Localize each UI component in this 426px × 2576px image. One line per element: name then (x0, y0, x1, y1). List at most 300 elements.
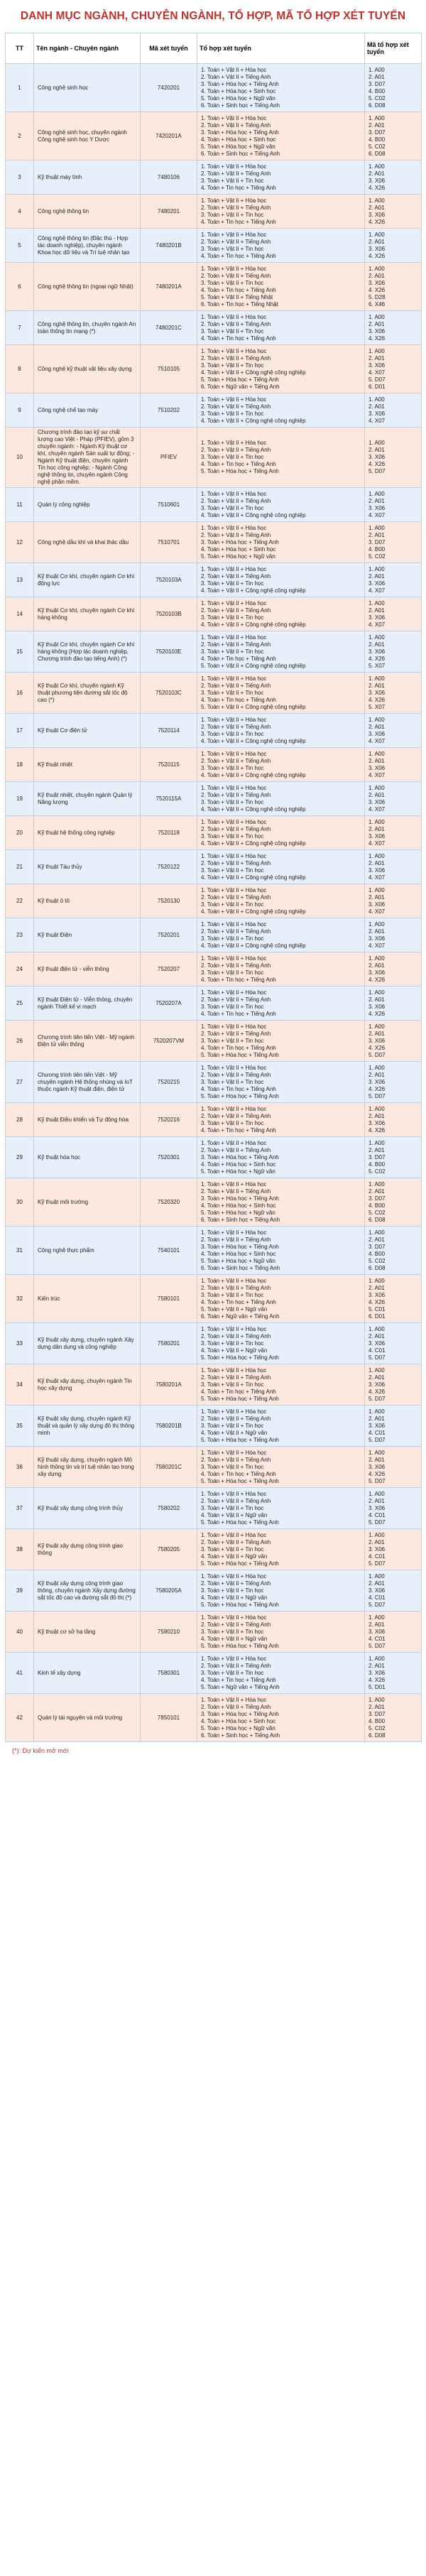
combination-code-line: 1. A00 (368, 313, 385, 320)
combination-line: 4. Toán + Vật lí + Ngữ văn (201, 1347, 268, 1354)
combination-code-line: 1. A00 (368, 1229, 385, 1236)
program-name: Kiến trúc (34, 1275, 141, 1323)
combination-line: 1. Toán + Vật lí + Hóa học (201, 634, 267, 641)
program-code: 7580210 (141, 1612, 197, 1653)
combination-code-line: 4. X07 (368, 908, 386, 915)
combination-code-line: 3. X06 (368, 1003, 386, 1010)
table-row (6, 1137, 422, 1178)
program-name: Kỹ thuật Cơ khí, chuyên ngành Cơ khí động lực (34, 563, 141, 597)
combination-line: 6. Toán + Sinh học + Tiếng Anh (201, 1264, 280, 1271)
combination-line: 2. Toán + Vật lí + Tiếng Anh (201, 1538, 271, 1545)
combination-line: 2. Toán + Vật lí + Tiếng Anh (201, 757, 271, 764)
combination-codes (365, 522, 422, 563)
combination-code-line: 6. D01 (368, 383, 386, 390)
combination-line: 2. Toán + Vật lí + Tiếng Anh (201, 1071, 271, 1078)
admissions-table (5, 33, 422, 1742)
combination-line: 1. Toán + Vật lí + Hóa học (201, 716, 267, 723)
combination-code-line: 2. A01 (368, 170, 385, 177)
subject-combinations (197, 263, 365, 311)
combination-line: 3. Toán + Hóa học + Tiếng Anh (201, 538, 279, 545)
row-number: 6 (6, 263, 34, 311)
program-code: 7580205 (141, 1529, 197, 1570)
table-row (6, 161, 422, 195)
table-row (6, 850, 422, 884)
combination-codes (365, 161, 422, 195)
combination-line: 1. Toán + Vật lí + Hóa học (201, 852, 267, 859)
program-code: 7480201 (141, 195, 197, 229)
combination-codes (365, 229, 422, 263)
combination-code-line: 3. X06 (368, 1291, 386, 1298)
table-row (6, 1529, 422, 1570)
combination-code-line: 2. A01 (368, 1662, 385, 1669)
subject-combinations (197, 345, 365, 393)
combination-line: 4. Toán + Vật lí + Ngữ văn (201, 1594, 268, 1601)
combination-code-line: 1. A00 (368, 852, 385, 859)
combination-code-line: 4. C01 (368, 1635, 386, 1642)
row-number: 7 (6, 311, 34, 345)
row-number: 32 (6, 1275, 34, 1323)
combination-line: 2. Toán + Vật lí + Tiếng Anh (201, 531, 271, 538)
combination-code-line: 6. D08 (368, 1264, 386, 1271)
combination-code-line: 5. D07 (368, 1601, 386, 1608)
combination-line: 5. Toán + Hóa học + Tiếng Anh (201, 1560, 279, 1567)
program-code: 7480106 (141, 161, 197, 195)
row-number: 21 (6, 850, 34, 884)
combination-code-line: 3. X06 (368, 1119, 386, 1126)
combination-codes (365, 428, 422, 488)
combination-code-line: 1. A00 (368, 163, 385, 170)
row-number: 22 (6, 884, 34, 918)
program-name: Kỹ thuật xây dựng công trình giao thông (34, 1529, 141, 1570)
combination-line: 1. Toán + Vật lí + Hóa học (201, 265, 267, 272)
combination-line: 3. Toán + Vật lí + Tin học (201, 454, 264, 460)
table-row (6, 748, 422, 782)
combination-line: 3. Toán + Vật lí + Tin học (201, 1628, 264, 1635)
combination-code-line: 3. X06 (368, 1545, 386, 1553)
subject-combinations (197, 161, 365, 195)
combination-code-line: 2. A01 (368, 962, 385, 969)
combination-line: 2. Toán + Vật lí + Tiếng Anh (201, 1456, 271, 1463)
combination-line: 2. Toán + Vật lí + Tiếng Anh (201, 1188, 271, 1195)
combination-line: 2. Toán + Vật lí + Tiếng Anh (201, 859, 271, 866)
combination-line: 3. Toán + Vật lí + Tin học (201, 279, 264, 286)
combination-code-line: 3. X06 (368, 689, 386, 696)
program-name: Kỹ thuật nhiệt, chuyên ngành Quản lý Năng lượng (34, 782, 141, 816)
combination-code-line: 3. D07 (368, 1195, 386, 1202)
combination-codes (365, 345, 422, 393)
combination-code-line: 3. X06 (368, 1504, 386, 1511)
combination-line: 4. Toán + Vật lí + Công nghệ công nghiệp (201, 805, 306, 813)
combination-code-line: 6. D08 (368, 1216, 386, 1223)
combination-code-line: 2. A01 (368, 1146, 385, 1153)
table-body (6, 64, 422, 1742)
subject-combinations (197, 1323, 365, 1364)
program-name: Kỹ thuật Điều khiển và Tự động hóa (34, 1103, 141, 1137)
combination-line: 4. Toán + Tin học + Tiếng Anh (201, 976, 276, 983)
row-number: 30 (6, 1178, 34, 1227)
combination-line: 2. Toán + Vật lí + Tiếng Anh (201, 272, 271, 279)
combination-code-line: 2. A01 (368, 996, 385, 1003)
subject-combinations (197, 1062, 365, 1103)
row-number: 29 (6, 1137, 34, 1178)
combination-line: 1. Toán + Vật lí + Hóa học (201, 675, 267, 682)
combination-codes (365, 1364, 422, 1406)
combination-line: 4. Toán + Vật lí + Công nghệ công nghiệp (201, 737, 306, 744)
combination-code-line: 3. X06 (368, 211, 386, 218)
table-row (6, 816, 422, 850)
combination-code-line: 1. A00 (368, 1572, 385, 1580)
subject-combinations (197, 195, 365, 229)
subject-combinations (197, 1178, 365, 1227)
combination-line: 4. Toán + Vật lí + Công nghệ công nghiệp (201, 908, 306, 915)
combination-line: 2. Toán + Vật lí + Tiếng Anh (201, 682, 271, 689)
combination-code-line: 3. X06 (368, 279, 386, 286)
row-number: 33 (6, 1323, 34, 1364)
program-code: 7480201C (141, 311, 197, 345)
subject-combinations (197, 1570, 365, 1612)
row-number: 8 (6, 345, 34, 393)
combination-code-line: 3. X06 (368, 1669, 386, 1676)
combination-code-line: 5. D07 (368, 1395, 386, 1402)
combination-codes (365, 1137, 422, 1178)
combination-code-line: 1. A00 (368, 1325, 385, 1332)
combination-code-line: 4. X07 (368, 771, 386, 778)
combination-line: 1. Toán + Vật lí + Hóa học (201, 1023, 267, 1030)
combination-line: 2. Toán + Vật lí + Tiếng Anh (201, 1374, 271, 1381)
combination-line: 3. Toán + Vật lí + Tin học (201, 1078, 264, 1085)
combination-codes (365, 597, 422, 631)
combination-code-line: 2. A01 (368, 1703, 385, 1710)
combination-line: 1. Toán + Vật lí + Hóa học (201, 66, 267, 73)
program-code: 7480201B (141, 229, 197, 263)
program-name: Kỹ thuật điện tử - viễn thông (34, 952, 141, 987)
combination-line: 1. Toán + Vật lí + Hóa học (201, 989, 267, 996)
program-code: 7510601 (141, 488, 197, 522)
combination-code-line: 3. X06 (368, 798, 386, 805)
combination-code-line: 5. D01 (368, 1683, 386, 1690)
row-number: 10 (6, 428, 34, 488)
combination-code-line: 2. A01 (368, 607, 385, 614)
program-code: 7520301 (141, 1137, 197, 1178)
combination-code-line: 4. X26 (368, 1470, 386, 1477)
combination-line: 2. Toán + Vật lí + Tiếng Anh (201, 1030, 271, 1037)
combination-line: 4. Toán + Tin học + Tiếng Anh (201, 1085, 276, 1092)
combination-code-line: 1. A00 (368, 347, 385, 354)
program-code: 7520207 (141, 952, 197, 987)
combination-line: 4. Toán + Vật lí + Công nghệ công nghiệp (201, 369, 306, 376)
combination-code-line: 2. A01 (368, 497, 385, 504)
combination-code-line: 5. D28 (368, 293, 386, 300)
row-number: 5 (6, 229, 34, 263)
combination-code-line: 3. X06 (368, 832, 386, 839)
combination-codes (365, 1612, 422, 1653)
combination-code-line: 1. A00 (368, 231, 385, 238)
combination-line: 2. Toán + Vật lí + Tiếng Anh (201, 403, 271, 410)
row-number: 4 (6, 195, 34, 229)
combination-code-line: 4. X26 (368, 976, 386, 983)
combination-code-line: 5. D07 (368, 1051, 386, 1058)
program-name: Kỹ thuật Điện tử - Viễn thông, chuyên ngành Thiết kế vi mạch (34, 987, 141, 1021)
row-number: 34 (6, 1364, 34, 1406)
combination-line: 4. Toán + Tin học + Tiếng Anh (201, 184, 276, 191)
combination-codes (365, 195, 422, 229)
combination-code-line: 3. X06 (368, 969, 386, 976)
combination-codes (365, 1323, 422, 1364)
combination-code-line: 5. C02 (368, 94, 386, 102)
table-row (6, 229, 422, 263)
combination-code-line: 4. X07 (368, 874, 386, 881)
program-code: 7520130 (141, 884, 197, 918)
subject-combinations (197, 748, 365, 782)
combination-line: 2. Toán + Vật lí + Tiếng Anh (201, 1703, 271, 1710)
combination-line: 5. Toán + Vật lí + Ngữ văn (201, 1305, 268, 1313)
combination-line: 2. Toán + Vật lí + Tiếng Anh (201, 641, 271, 648)
combination-line: 4. Toán + Tin học + Tiếng Anh (201, 655, 276, 662)
combination-code-line: 6. D08 (368, 102, 386, 109)
program-code: 7520114 (141, 714, 197, 748)
combination-code-line: 2. A01 (368, 204, 385, 211)
combination-code-line: 2. A01 (368, 859, 385, 866)
combination-line: 2. Toán + Vật lí + Tiếng Anh (201, 1236, 271, 1243)
combination-code-line: 2. A01 (368, 825, 385, 832)
combination-line: 1. Toán + Vật lí + Hóa học (201, 1277, 267, 1284)
subject-combinations (197, 597, 365, 631)
combination-line: 1. Toán + Vật lí + Hóa học (201, 599, 267, 607)
combination-code-line: 3. D07 (368, 1153, 386, 1161)
combination-line: 3. Toán + Vật lí + Tin học (201, 1504, 264, 1511)
combination-code-line: 5. D07 (368, 1354, 386, 1361)
program-code: 7520103C (141, 673, 197, 714)
combination-code-line: 5. C02 (368, 1209, 386, 1216)
combination-line: 3. Toán + Vật lí + Tin học (201, 327, 264, 335)
combination-codes (365, 1103, 422, 1137)
combination-code-line: 2. A01 (368, 272, 385, 279)
combination-line: 3. Toán + Hóa học + Tiếng Anh (201, 129, 279, 136)
combination-line: 2. Toán + Vật lí + Tiếng Anh (201, 825, 271, 832)
combination-code-line: 2. A01 (368, 1580, 385, 1587)
combination-codes (365, 112, 422, 161)
subject-combinations (197, 952, 365, 987)
combination-code-line: 4. B00 (368, 136, 386, 143)
combination-code-line: 3. X06 (368, 935, 386, 942)
combination-line: 1. Toán + Vật lí + Hóa học (201, 440, 267, 446)
combination-code-line: 4. X07 (368, 839, 386, 847)
combination-code-line: 2. A01 (368, 121, 385, 129)
combination-code-line: 1. A00 (368, 750, 385, 757)
program-name: Kỹ thuật xây dựng, chuyên ngành Tin học xây dựng (34, 1364, 141, 1406)
combination-code-line: 4. B00 (368, 1202, 386, 1209)
combination-line: 3. Toán + Vật lí + Tin học (201, 935, 264, 942)
combination-line: 1. Toán + Vật lí + Hóa học (201, 750, 267, 757)
combination-code-line: 3. X06 (368, 764, 386, 771)
row-number: 12 (6, 522, 34, 563)
program-name: Công nghệ chế tạo máy (34, 393, 141, 428)
combination-line: 3. Toán + Vật lí + Tin học (201, 1037, 264, 1044)
combination-code-line: 1. A00 (368, 1614, 385, 1621)
combination-line: 3. Toán + Vật lí + Tin học (201, 504, 264, 511)
combination-code-line: 6. D01 (368, 1313, 386, 1320)
combination-code-line: 1. A00 (368, 989, 385, 996)
combination-code-line: 1. A00 (368, 920, 385, 928)
combination-line: 1. Toán + Vật lí + Hóa học (201, 313, 267, 320)
subject-combinations (197, 782, 365, 816)
program-code: 7580202 (141, 1488, 197, 1529)
combination-code-line: 3. X06 (368, 1422, 386, 1429)
subject-combinations (197, 884, 365, 918)
combination-code-line: 2. A01 (368, 1112, 385, 1119)
table-row (6, 64, 422, 112)
combination-line: 4. Toán + Tin học + Tiếng Anh (201, 696, 276, 703)
combination-code-line: 4. C01 (368, 1429, 386, 1436)
table-row (6, 1021, 422, 1062)
program-code: 7580201A (141, 1364, 197, 1406)
combination-code-line: 1. A00 (368, 1277, 385, 1284)
combination-line: 3. Toán + Hóa học + Tiếng Anh (201, 1243, 279, 1250)
combination-line: 4. Toán + Tin học + Tiếng Anh (201, 1676, 276, 1683)
combination-codes (365, 816, 422, 850)
program-name: Công nghệ thông tin (Đặc thù - Hợp tác doanh nghiệp), chuyên ngành Khoa học dữ liệu và Trí tuệ nhân tạo (34, 229, 141, 263)
program-name: Kỹ thuật xây dựng, chuyên ngành Xây dựng dân dụng và công nghiệp (34, 1323, 141, 1364)
combination-code-line: 1. A00 (368, 1064, 385, 1071)
combination-line: 1. Toán + Vật lí + Hóa học (201, 784, 267, 791)
combination-code-line: 1. A00 (368, 784, 385, 791)
combination-line: 3. Toán + Hóa học + Tiếng Anh (201, 1153, 279, 1161)
combination-line: 4. Toán + Vật lí + Công nghệ công nghiệp (201, 839, 306, 847)
program-code: 7580101 (141, 1275, 197, 1323)
combination-codes (365, 850, 422, 884)
combination-code-line: 3. X06 (368, 362, 386, 369)
combination-line: 1. Toán + Vật lí + Hóa học (201, 163, 267, 170)
combination-line: 3. Toán + Vật lí + Tin học (201, 177, 264, 184)
combination-line: 4. Toán + Tin học + Tiếng Anh (201, 1298, 276, 1305)
combination-line: 3. Toán + Vật lí + Tin học (201, 1003, 264, 1010)
subject-combinations (197, 393, 365, 428)
combination-code-line: 3. X06 (368, 1037, 386, 1044)
combination-line: 4. Toán + Hóa học + Sinh học (201, 1161, 276, 1168)
table-row (6, 782, 422, 816)
table-row (6, 488, 422, 522)
subject-combinations (197, 1653, 365, 1694)
program-name: Kinh tế xây dựng (34, 1653, 141, 1694)
program-name: Kỹ thuật hệ thống công nghiệp (34, 816, 141, 850)
combination-line: 2. Toán + Vật lí + Tiếng Anh (201, 1415, 271, 1422)
combination-code-line: 5. C02 (368, 1257, 386, 1264)
subject-combinations (197, 1364, 365, 1406)
combination-line: 5. Toán + Hóa học + Tiếng Anh (201, 468, 279, 474)
combination-code-line: 3. X06 (368, 580, 386, 587)
combination-code-line: 3. D07 (368, 129, 386, 136)
subject-combinations (197, 918, 365, 952)
combination-line: 1. Toán + Vật lí + Hóa học (201, 347, 267, 354)
combination-code-line: 1. A00 (368, 1696, 385, 1703)
combination-code-line: 1. A00 (368, 66, 385, 73)
header-name: Tên ngành - Chuyên ngành (34, 33, 141, 64)
combination-code-line: 4. X07 (368, 942, 386, 949)
combination-code-line: 3. D07 (368, 538, 386, 545)
combination-line: 3. Toán + Vật lí + Tin học (201, 245, 264, 252)
combination-line: 3. Toán + Vật lí + Tin học (201, 730, 264, 737)
combination-code-line: 1. A00 (368, 1408, 385, 1415)
combination-line: 1. Toán + Vật lí + Hóa học (201, 1696, 267, 1703)
combination-line: 5. Toán + Hóa học + Ngữ văn (201, 143, 275, 150)
combination-line: 2. Toán + Vật lí + Tiếng Anh (201, 996, 271, 1003)
combination-line: 5. Toán + Hóa học + Tiếng Anh (201, 1601, 279, 1608)
combination-line: 3. Toán + Vật lí + Tin học (201, 410, 264, 417)
combination-code-line: 2. A01 (368, 403, 385, 410)
program-name: Công nghệ sinh học, chuyên ngành Công nghệ sinh học Y Dược (34, 112, 141, 161)
subject-combinations (197, 673, 365, 714)
subject-combinations (197, 1227, 365, 1275)
combination-code-line: 4. X26 (368, 1676, 386, 1683)
row-number: 15 (6, 631, 34, 673)
row-number: 14 (6, 597, 34, 631)
combination-code-line: 1. A00 (368, 565, 385, 572)
table-row (6, 1178, 422, 1227)
subject-combinations (197, 1447, 365, 1488)
combination-code-line: 1. A00 (368, 114, 385, 121)
combination-line: 1. Toán + Vật lí + Hóa học (201, 396, 267, 403)
combination-line: 3. Toán + Vật lí + Tin học (201, 1463, 264, 1470)
combination-line: 5. Toán + Vật lí + Công nghệ công nghiệp (201, 662, 306, 669)
subject-combinations (197, 1694, 365, 1742)
subject-combinations (197, 311, 365, 345)
combination-code-line: 4. X26 (368, 655, 386, 662)
combination-line: 2. Toán + Vật lí + Tiếng Anh (201, 447, 271, 453)
combination-code-line: 1. A00 (368, 1490, 385, 1497)
combination-codes (365, 987, 422, 1021)
combination-code-line: 2. A01 (368, 928, 385, 935)
combination-code-line: 1. A00 (368, 265, 385, 272)
combination-line: 4. Toán + Hóa học + Sinh học (201, 1250, 276, 1257)
combination-code-line: 3. X06 (368, 901, 386, 908)
combination-line: 1. Toán + Vật lí + Hóa học (201, 1180, 267, 1188)
program-name: Công nghệ kỹ thuật vật liệu xây dựng (34, 345, 141, 393)
subject-combinations (197, 64, 365, 112)
subject-combinations (197, 488, 365, 522)
table-row (6, 673, 422, 714)
table-row (6, 952, 422, 987)
program-name: Kỹ thuật xây dựng, chuyên ngành Mô hình thông tin và trí tuệ nhân tạo trong xây dựng (34, 1447, 141, 1488)
combination-code-line: 1. A00 (368, 675, 385, 682)
combination-line: 3. Toán + Vật lí + Tin học (201, 866, 264, 874)
combination-codes (365, 1653, 422, 1694)
combination-line: 1. Toán + Vật lí + Hóa học (201, 955, 267, 962)
combination-code-line: 2. A01 (368, 1456, 385, 1463)
combination-codes (365, 563, 422, 597)
program-code: PFIEV (141, 428, 197, 488)
subject-combinations (197, 631, 365, 673)
row-number: 13 (6, 563, 34, 597)
combination-line: 3. Toán + Vật lí + Tin học (201, 832, 264, 839)
combination-line: 1. Toán + Vật lí + Hóa học (201, 1064, 267, 1071)
combination-line: 2. Toán + Vật lí + Tiếng Anh (201, 497, 271, 504)
program-name: Công nghệ dầu khí và khai thác dầu (34, 522, 141, 563)
combination-code-line: 3. X06 (368, 730, 386, 737)
combination-code-line: 3. X06 (368, 454, 386, 460)
combination-code-line: 2. A01 (368, 354, 385, 362)
row-number: 20 (6, 816, 34, 850)
combination-line: 4. Toán + Tin học + Tiếng Anh (201, 335, 276, 342)
combination-code-line: 4. X26 (368, 1298, 386, 1305)
program-name: Quản lý công nghiệp (34, 488, 141, 522)
combination-code-line: 1. A00 (368, 886, 385, 893)
program-name: Kỹ thuật ô tô (34, 884, 141, 918)
table-row (6, 1103, 422, 1137)
combination-line: 4. Toán + Hóa học + Sinh học (201, 1202, 276, 1209)
combination-code-line: 3. D07 (368, 1710, 386, 1717)
combination-line: 4. Toán + Vật lí + Công nghệ công nghiệp (201, 771, 306, 778)
combination-line: 3. Toán + Vật lí + Tin học (201, 1381, 264, 1388)
